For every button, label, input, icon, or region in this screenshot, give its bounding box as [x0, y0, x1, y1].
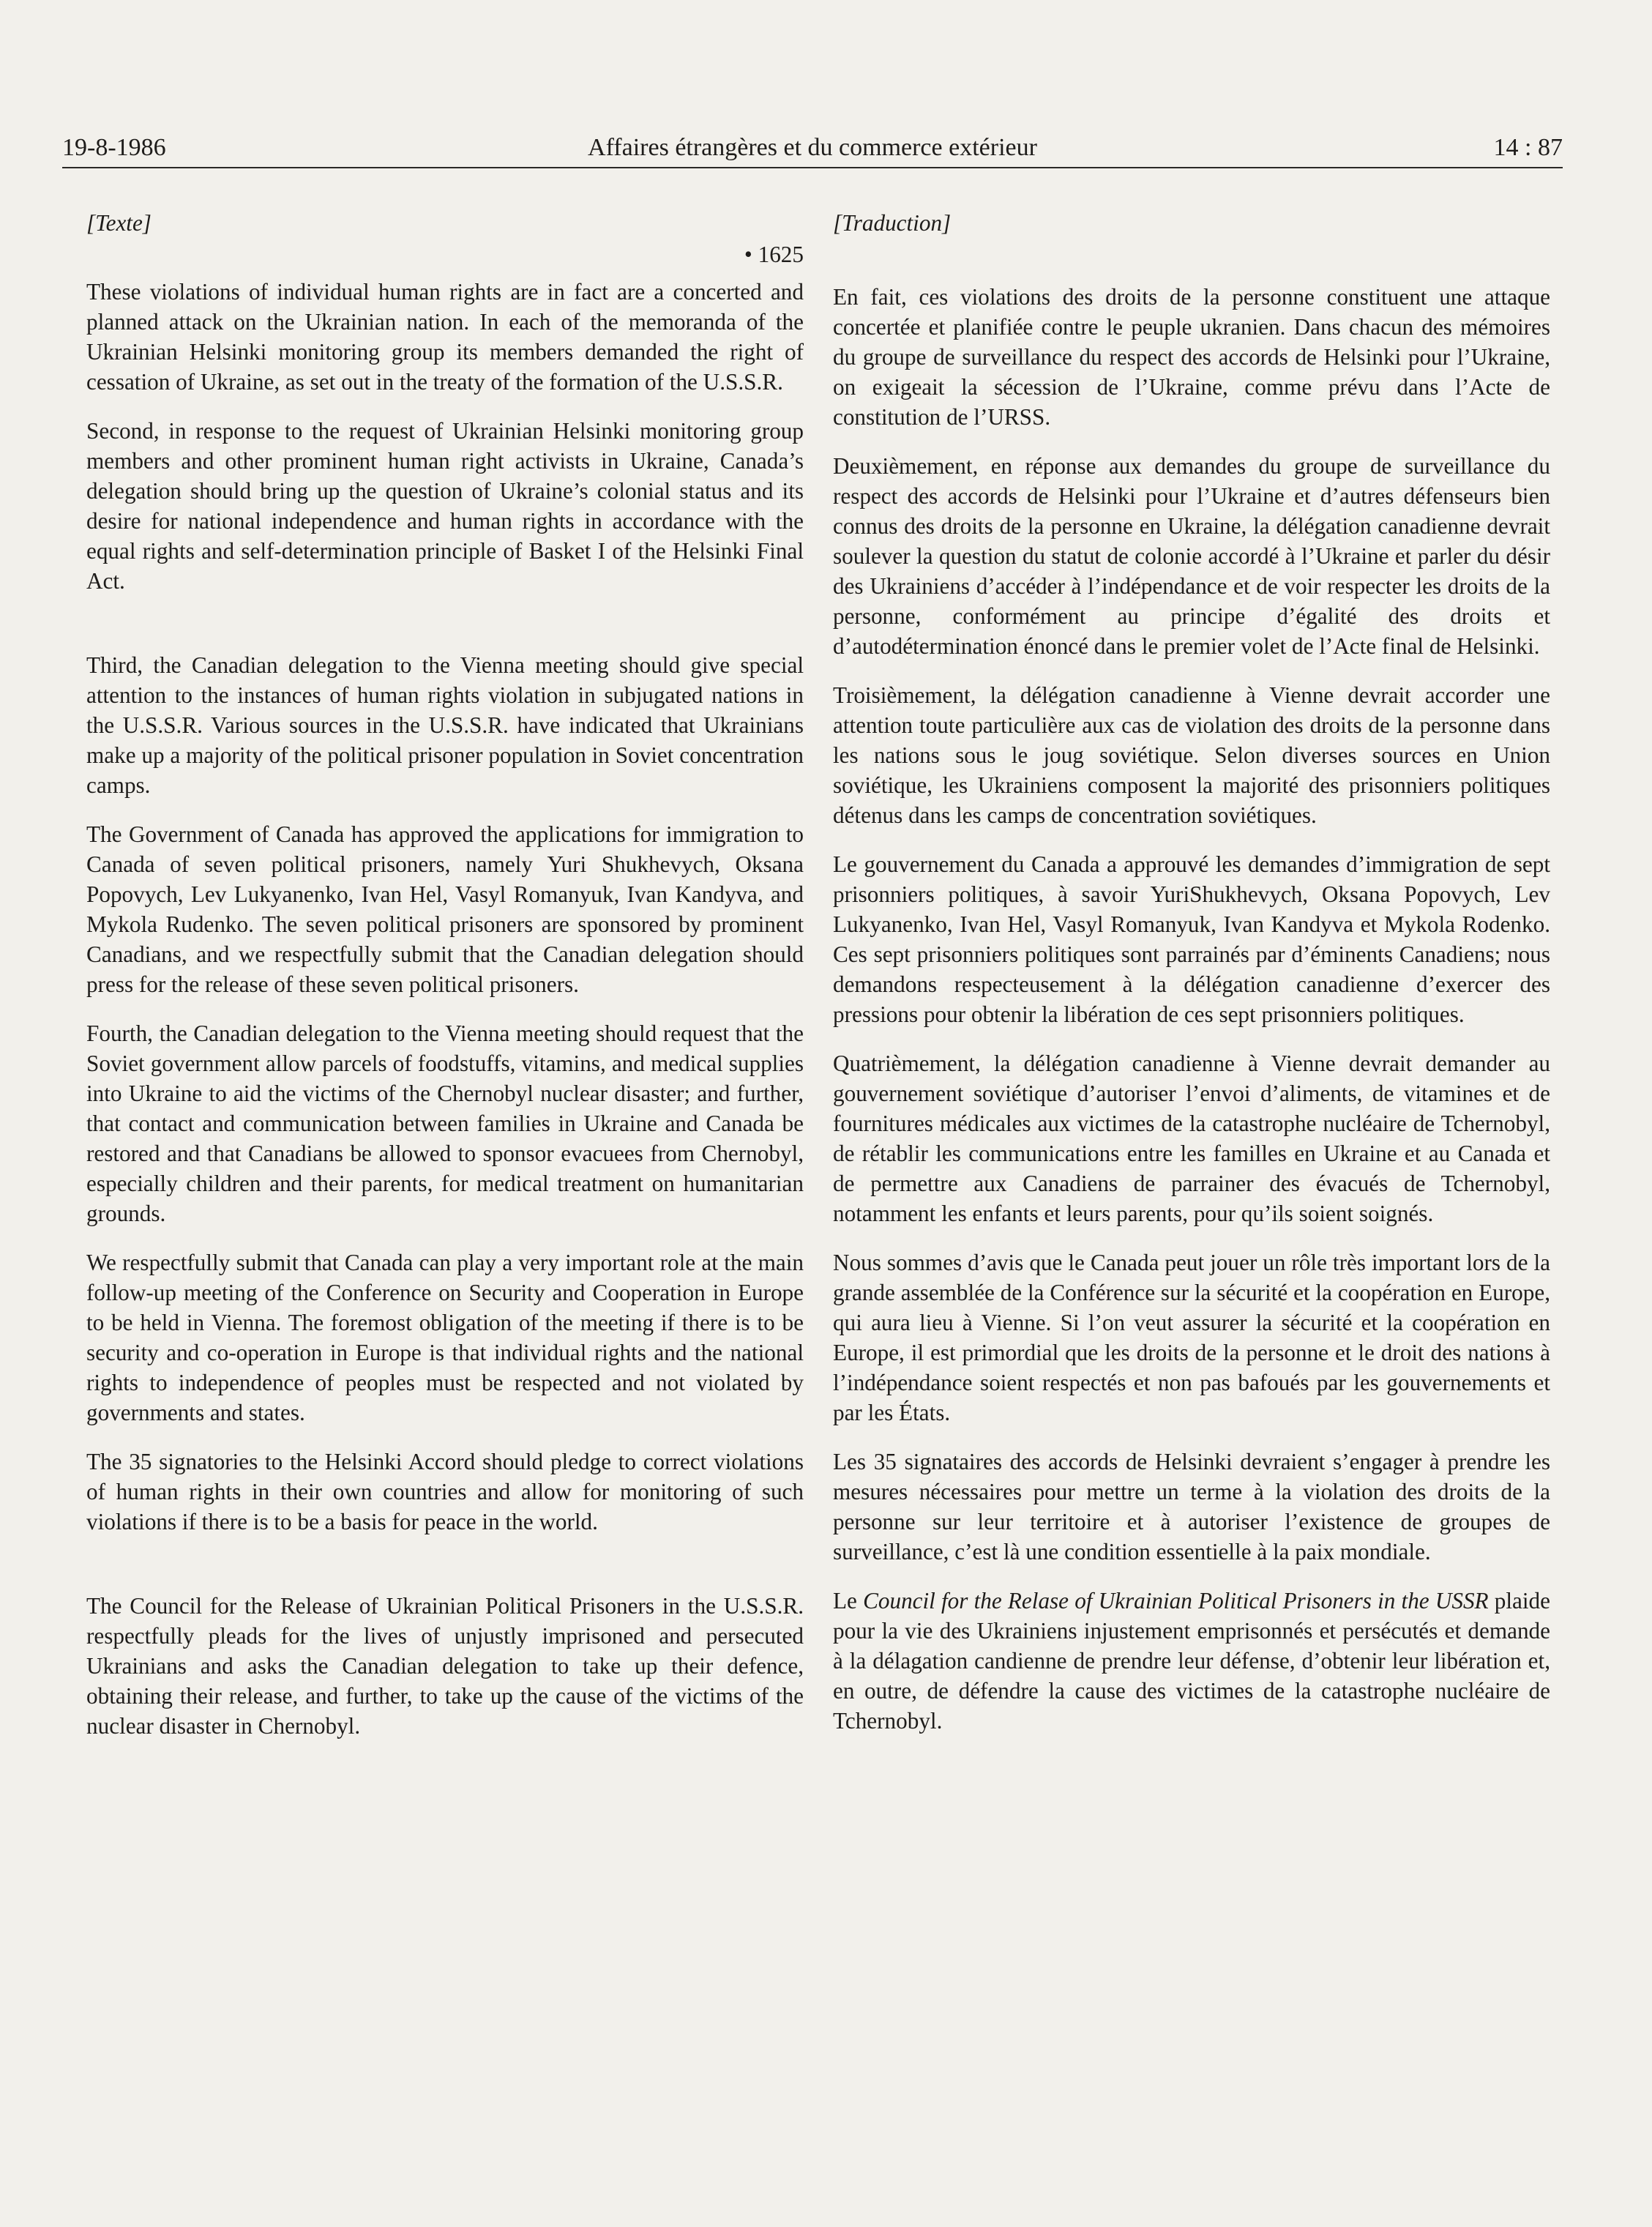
- paragraph: We respectfully submit that Canada can play a very important role at the main follow-up meeting of the Conference on Security and Cooperation in Europe to be held in Vienna. The foremost obligation of the meeting if there is to be security and co-operation in Europe is that individual rights and the national rights to independence of peoples must be respected and not violated by governments and states.: [86, 1250, 804, 1425]
- paragraph: Third, the Canadian delegation to the Vienna meeting should give special attention to the instances of human rights violation in subjugated nations in the U.S.S.R. Various sources in the U.S.S.R. have indicated that Ukrainians make up a majority of the political prisoner population in Soviet concentration camps.: [86, 652, 804, 798]
- paragraph: Les 35 signataires des accords de Helsinki devraient s’engager à prendre les mesures nécessaires pour mettre un terme à la violation des droits de la personne sur leur territoire et à autoriser l’existence de groupes de surveillance, c’est là une condition essentielle à la paix mondiale.: [833, 1449, 1550, 1564]
- paragraph: Second, in response to the request of Ukrainian Helsinki monitoring group members and other prominent human right activists in Ukraine, Canada’s delegation should bring up the question of Ukraine’s colonial status and its desire for national independence and human rights in accordance with the equal rights and self-determination principle of Basket I of the Helsinki Final Act.: [86, 418, 804, 594]
- page-header: [62, 134, 1563, 168]
- paragraph: Fourth, the Canadian delegation to the Vienna meeting should request that the Soviet government allow parcels of foodstuffs, vitamins, and medical supplies into Ukraine to aid the victims of the Chernobyl nuclear disaster; and further, that contact and communication between families in Ukraine and Canada be restored and that Canadians be allowed to sponsor evacuees from Chernobyl, especially children and their parents, for medical treatment on humanitarian grounds.: [86, 1021, 804, 1226]
- council-name: Council for the Relase of Ukrainian Political Prisoners in the USSR: [863, 1588, 1489, 1614]
- paragraph: En fait, ces violations des droits de la personne constituent une attaque concertée et planifiée contre le peuple ukranien. Dans chacun des mémoires du groupe de surveillance du respect des accords de Helsinki pour l’Ukraine, on exigeait la sécession de l’Ukraine, comme prévu dans l’Acte de constitution de l’URSS.: [833, 284, 1550, 430]
- header-page-number: 14 : 87: [1493, 134, 1563, 161]
- column-label-traduction: [Traduction]: [833, 210, 952, 236]
- english-column: [86, 208, 804, 1760]
- paragraph: These violations of individual human rights are in fact are a concerted and planned attack on the Ukrainian nation. In each of the memoranda of the Ukrainian Helsinki monitoring group its members demanded the right of cessation of Ukraine, as set out in the treaty of the formation of the U.S.S.R.: [86, 279, 804, 395]
- text-lead: Le: [833, 1588, 864, 1614]
- paragraph: Le gouvernement du Canada a approuvé les demandes d’immigration de sept prisonniers politiques, à savoir YuriShukhevych, Oksana Popovych, Lev Lukyanenko, Ivan Hel, Vasyl Romanyuk, Ivan Kandyva et Mykola Rodenko. Ces sept prisonniers politiques sont parrainés par d’éminents Canadiens; nous demandons respecteusement à la délégation canadienne d’exercer des pressions pour obtenir la libération de ces sept prisonniers politiques.: [833, 851, 1550, 1027]
- paragraph: Quatrièmement, la délégation canadienne à Vienne devrait demander au gouvernement soviétique d’autoriser l’envoi d’aliments, de vitamines et de fournitures médicales aux victimes de la catastrophe nucléaire de Tchernobyl, de rétablir les communications entre les familles en Ukraine et au Canada et de permettre aux Canadiens de parrainer des évacués de Tchernobyl, notamment les enfants et leurs parents, pour qu’ils soient soignés.: [833, 1051, 1550, 1226]
- paragraph-council: [833, 1586, 1550, 1736]
- header-date: 19-8-1986: [62, 134, 166, 161]
- text-rest: plaide pour la vie des Ukrainiens injustement emprisonnés et persécutés et demande à la délagation candienne de prendre leur défense, d’obtenir leur libération et, en outre, de défendre la cause des victimes de la catastrophe nucléaire de Tchernobyl.: [833, 1588, 1550, 1734]
- paragraph: Nous sommes d’avis que le Canada peut jouer un rôle très important lors de la grande assemblée de la Conférence sur la sécurité et la coopération en Europe, qui aura lieu à Vienne. Si l’on veut assurer la sécurité et la coopération en Europe, il est primordial que les droits de la personne et le droit des nations à l’indépendance soient respectés et non pas bafoués par les gouvernements et par les États.: [833, 1250, 1550, 1425]
- time-marker: • 1625: [744, 242, 804, 267]
- paragraph: The Government of Canada has approved the applications for immigration to Canada of seven political prisoners, namely Yuri Shukhevych, Oksana Popovych, Lev Lukyanenko, Ivan Hel, Vasyl Romanyuk, Ivan Kandyva, and Mykola Rudenko. The seven political prisoners are sponsored by prominent Canadians, and we respectfully submit that the Canadian delegation should press for the release of these seven political prisoners.: [86, 821, 804, 997]
- french-column: [833, 208, 1550, 1755]
- paragraph: The Council for the Release of Ukrainian Political Prisoners in the U.S.S.R. respectfully pleads for the lives of unjustly imprisoned and persecuted Ukrainians and asks the Canadian delegation to take up their defence, obtaining their release, and further, to take up the cause of the victims of the nuclear disaster in Chernobyl.: [86, 1593, 804, 1739]
- paragraph: Troisièmement, la délégation canadienne à Vienne devrait accorder une attention toute particulière aux cas de violation des droits de la personne dans les nations sous le joug soviétique. Selon diverses sources en Union soviétique, les Ukrainiens composent la majorité des prisonniers politiques détenus dans les camps de concentration soviétiques.: [833, 682, 1550, 828]
- paragraph: The 35 signatories to the Helsinki Accord should pledge to correct violations of human rights in their own countries and allow for monitoring of such violations if there is to be a basis for peace in the world.: [86, 1449, 804, 1534]
- paragraph: Deuxièmement, en réponse aux demandes du groupe de surveillance du respect des accords de Helsinki pour l’Ukraine et d’autres défenseurs bien connus des droits de la personne en Ukraine, la délégation canadienne devrait soulever la question du statut de colonie accordé à l’Ukraine et parler du désir des Ukrainiens d’accéder à l’indépendance et de voir respecter les droits de la personne, conformément au principe d’égalité des droits et d’autodétermination énoncé dans le premier volet de l’Acte final de Helsinki.: [833, 453, 1550, 659]
- header-title: Affaires étrangères et du commerce extérieur: [588, 134, 1037, 161]
- column-label-texte: [Texte]: [86, 210, 152, 236]
